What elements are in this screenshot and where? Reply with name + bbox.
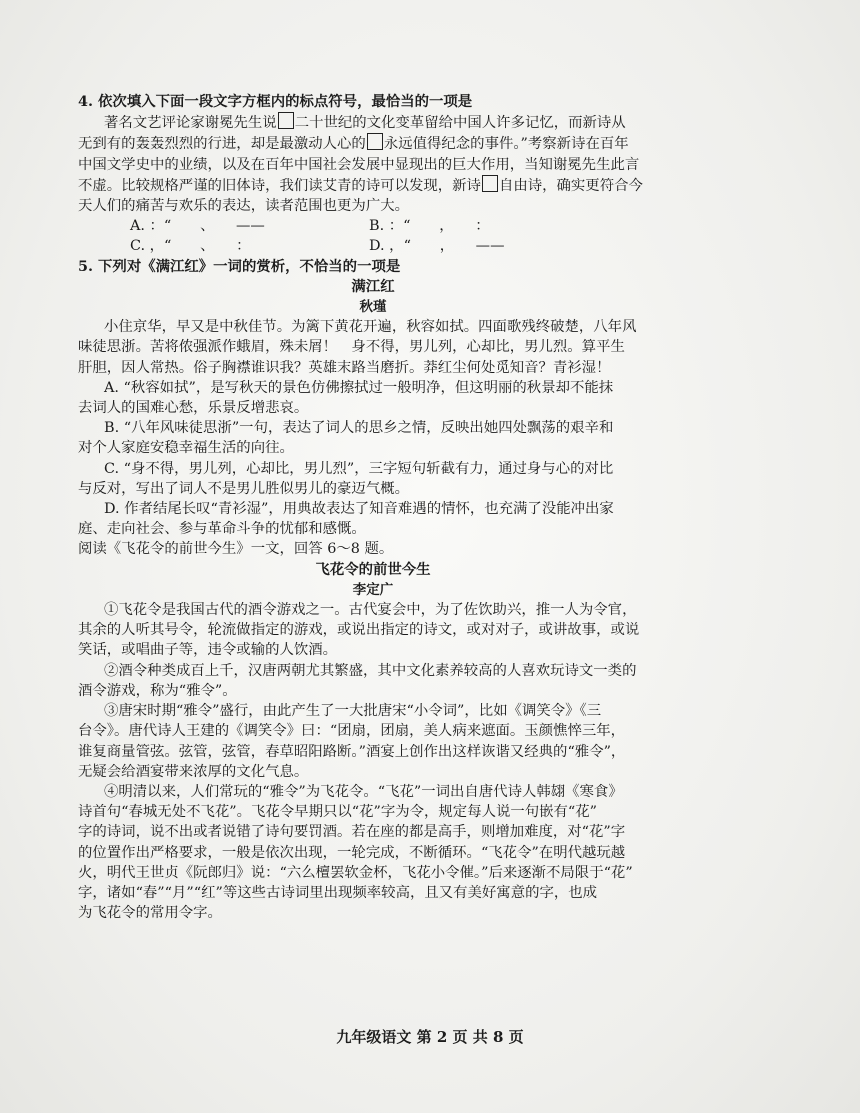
- para-4-cont: 字，诸如“春”“月”“红”等这些古诗词里出现频率较高，且又有美好寓意的字，也成: [78, 884, 598, 901]
- q4-line-4: 不虚。比较规格严谨的旧体诗，我们读艾青的诗可以发现，新诗 自由诗，确实更符合今: [78, 175, 668, 196]
- bleed-through-text: [600, 72, 690, 92]
- q5-option-c-cont: 与反对，写出了词人不是男儿胜似男儿的豪迈气概。: [78, 480, 409, 497]
- para-4: ④明清以来，人们常玩的“雅令”为飞花令。“飞花”一词出自唐代诗人韩翃《寒食》: [104, 783, 623, 800]
- reading-intro: 阅读《飞花令的前世今生》一文，回答 6～8 题。: [78, 541, 394, 558]
- q4-line-5: 天人们的痛苦与欢乐的表达，读者范围也更为广大。: [78, 198, 409, 215]
- blank-box-3: [482, 175, 498, 192]
- poem-line-1: 小住京华，早又是中秋佳节。为篱下黄花开遍，秋容如拭。四面歌残终破楚，八年风: [104, 319, 637, 336]
- para-1-cont: 其余的人听其号令，轮流做指定的游戏，或说出指定的诗文，或对对子，或讲故事，或说: [78, 622, 640, 639]
- q5-option-a-cont: 去词人的国难心愁，乐景反增悲哀。: [78, 400, 309, 417]
- q5-option-d: D. 作者结尾长叹“青衫湿”，用典故表达了知音难遇的情怀，也充满了没能冲出家: [104, 501, 614, 518]
- para-4-cont: 诗首句“春城无处不飞花”。飞花令早期只以“花”字为令，规定每人说一句嵌有“花”: [78, 804, 598, 821]
- para-4-cont: 字的诗词，说不出或者说错了诗句要罚酒。若在座的都是高手，则增加难度，对“花”字: [78, 824, 626, 841]
- q5-option-a: A. “秋容如拭”，是写秋天的景色仿佛擦拭过一般明净，但这明丽的秋景却不能抹: [104, 379, 614, 396]
- question-4-stem: 4. 依次填入下面一段文字方框内的标点符号，最恰当的一项是: [78, 93, 473, 110]
- option-a: A. ：“ 、 ——: [130, 218, 265, 235]
- option-c: C. ，“ 、 ：: [130, 238, 251, 255]
- q5-option-d-cont: 庭、走向社会、参与革命斗争的忧郁和感慨。: [78, 521, 366, 538]
- q4-line-3: 中国文学史中的业绩，以及在百年中国社会发展中显现出的巨大作用，当知谢冕先生此言: [78, 156, 640, 173]
- q5-option-c: C. “身不得，男儿列，心却比，男儿烈”，三字短句斩截有力，通过身与心的对比: [104, 460, 614, 477]
- q5-option-b: B. “八年风味徒思浙”一句，表达了词人的思乡之情，反映出她四处飘荡的艰辛和: [104, 420, 614, 437]
- para-3-cont: 谁复商量管弦。弦管，弦管，春草昭阳路断。”酒宴上创作出这样诙谐又经典的“雅令”，: [78, 743, 626, 760]
- q4-line-1: 著名文艺评论家谢冕先生说 二十世纪的文化变革留给中国人许多记忆，而新诗从: [78, 112, 668, 133]
- para-1-cont: 笑话，或唱曲子等，违令或输的人饮酒。: [78, 642, 338, 659]
- option-b: B. ：“ ， ：: [369, 218, 490, 235]
- question-5-stem: 5. 下列对《满江红》一词的赏析，不恰当的一项是: [78, 257, 401, 275]
- para-2-cont: 酒令游戏，称为“雅令”。: [78, 682, 237, 699]
- page-content: [78, 92, 668, 923]
- page-footer: 九年级语文 第 2 页 共 8 页: [336, 1028, 524, 1046]
- para-4-cont: 的位置作出严格要求，一般是依次出现，一轮完成，不断循环。“飞花令”在明代越玩越: [78, 844, 626, 861]
- para-4-cont: 火，明代王世贞《阮郎归》说：“六么檀罢软金杯，飞花小令催。”后来逐渐不局限于“花”: [78, 864, 633, 881]
- q4-line-2: 无到有的轰轰烈烈的行进，却是最激动人心的 永远值得纪念的事件。”考察新诗在百年: [78, 133, 668, 154]
- blank-box-1: [278, 112, 294, 129]
- para-4-cont: 为飞花令的常用令字。: [78, 905, 222, 922]
- para-3-cont: 无疑会给酒宴带来浓厚的文化气息。: [78, 763, 309, 780]
- para-3: ③唐宋时期“雅令”盛行，由此产生了一大批唐宋“小令词”，比如《调笑令》《三: [104, 703, 602, 720]
- article-author: 李定广: [352, 581, 394, 598]
- blank-box-2: [367, 133, 383, 150]
- para-3-cont: 台令》。唐代诗人王建的《调笑令》曰：“团扇，团扇，美人病来遮面。玉颜憔悴三年，: [78, 723, 626, 740]
- q4-options-row-2: [78, 236, 668, 256]
- q4-options-row-1: [78, 216, 668, 236]
- option-d: D. ，“ ， ——: [369, 238, 505, 255]
- poem-line-2: 味徒思浙。苦将侬强派作蛾眉，殊未屑！ 身不得，男儿列，心却比，男儿烈。算平生: [78, 339, 625, 356]
- para-2: ②酒令种类成百上千，汉唐两朝尤其繁盛，其中文化素养较高的人喜欢玩诗文一类的: [104, 662, 637, 679]
- poem-line-3: 肝胆，因人常热。俗子胸襟谁识我？英雄末路当磨折。莽红尘何处觅知音？青衫湿！: [78, 359, 611, 376]
- para-1: ①飞花令是我国古代的酒令游戏之一。古代宴会中，为了佐饮助兴，推一人为令官，: [104, 602, 637, 619]
- poem-title: 满江红: [351, 277, 395, 295]
- poem-author: 秋瑾: [359, 299, 387, 316]
- article-title: 飞花令的前世今生: [315, 560, 431, 578]
- q5-option-b-cont: 对个人家庭安稳幸福生活的向往。: [78, 440, 294, 457]
